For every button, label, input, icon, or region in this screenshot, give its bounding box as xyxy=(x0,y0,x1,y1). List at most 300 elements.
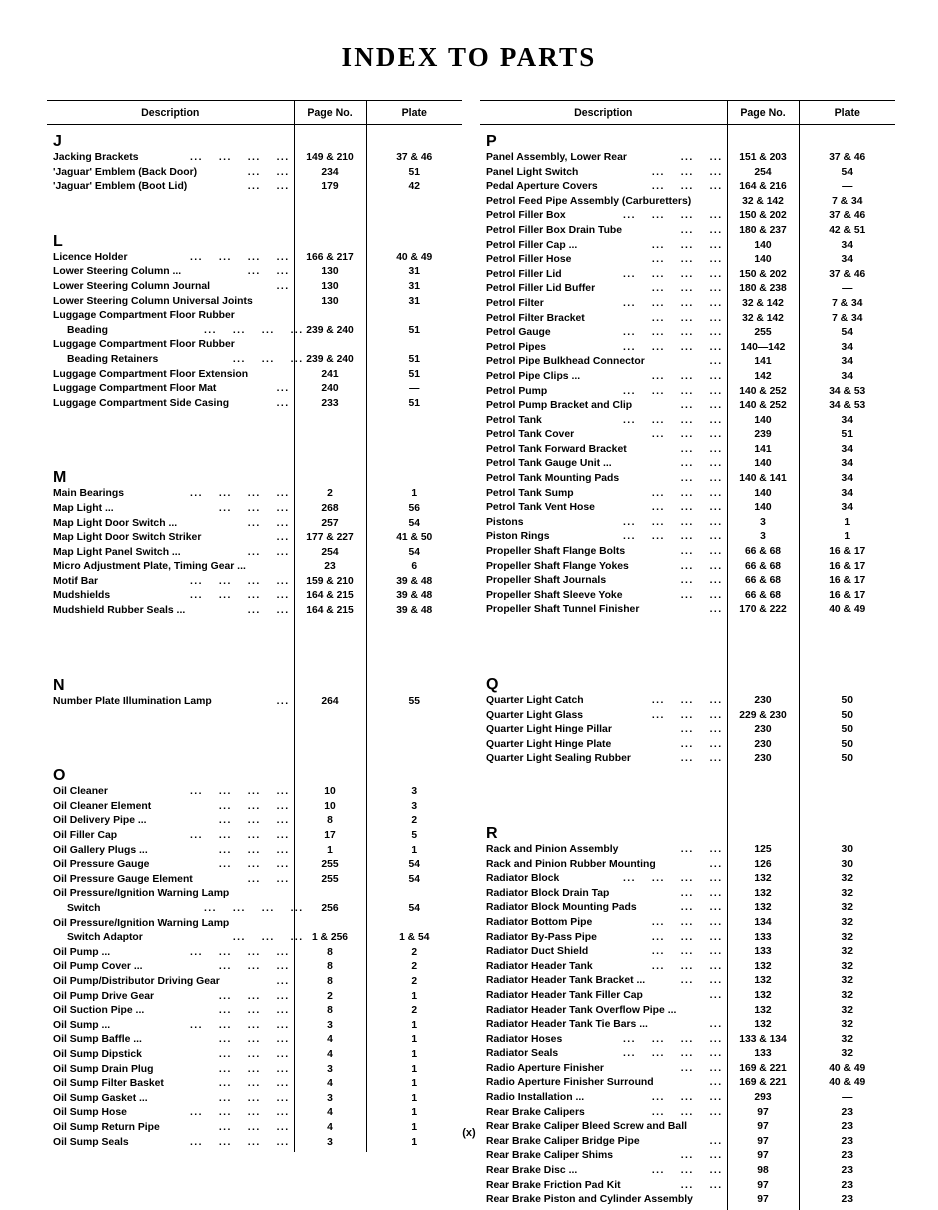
section-letter-o xyxy=(47,759,462,785)
entry-description: Lower Steering Column Journal xyxy=(53,280,211,292)
entry-description: Lower Steering Column Universal Joints xyxy=(53,295,253,307)
entry-page-no: 254 xyxy=(727,166,799,181)
entry-plate: 34 xyxy=(799,253,895,268)
entry-plate: 31 xyxy=(366,295,462,310)
index-row xyxy=(47,295,462,310)
entry-page-no: 3 xyxy=(294,1136,366,1151)
entry-page-no: 23 xyxy=(294,560,366,575)
entry-description: Pedal Aperture Covers xyxy=(486,181,598,193)
entry-description: Radio Aperture Finisher Surround xyxy=(486,1077,654,1089)
entry-plate: 3 xyxy=(366,800,462,815)
entry-page-no: 140 & 252 xyxy=(727,399,799,414)
entry-description: Radiator Duct Shield xyxy=(486,946,589,958)
leader-dots: ... ... xyxy=(247,517,290,529)
entry-plate: 31 xyxy=(366,280,462,295)
entry-page-no: 240 xyxy=(294,382,366,397)
entry-description: Petrol Filler Lid Buffer xyxy=(486,283,596,295)
entry-description: Switch xyxy=(67,903,101,914)
entry-plate: 32 xyxy=(799,1047,895,1062)
entry-page-no: 2 xyxy=(294,990,366,1005)
entry-description: Radiator Seals xyxy=(486,1048,559,1060)
leader-dots: ... ... ... xyxy=(218,1063,290,1075)
entry-plate: 32 xyxy=(799,887,895,902)
leader-dots: ... xyxy=(276,280,290,292)
entry-plate: 55 xyxy=(366,695,462,710)
entry-plate: 39 & 48 xyxy=(366,575,462,590)
leader-dots: ... ... ... ... xyxy=(190,946,290,958)
table-header-left xyxy=(47,101,462,125)
leader-dots: ... xyxy=(276,532,290,544)
entry-page-no: 132 xyxy=(727,872,799,887)
entry-description: Lower Steering Column ... xyxy=(53,266,182,278)
leader-dots: ... xyxy=(709,356,723,368)
entry-description: Oil Pressure Gauge Element xyxy=(53,873,193,885)
entry-page-no: 254 xyxy=(294,546,366,561)
entry-plate xyxy=(366,309,462,324)
entry-description: Rack and Pinion Rubber Mounting xyxy=(486,858,656,870)
entry-plate: 32 xyxy=(799,916,895,931)
section-letter-m xyxy=(47,461,462,487)
entry-plate xyxy=(366,917,462,932)
entry-page-no: 132 xyxy=(727,974,799,989)
entry-page-no: 293 xyxy=(727,1091,799,1106)
entry-description: Jacking Brackets xyxy=(53,152,139,163)
entry-plate: — xyxy=(799,180,895,195)
index-row xyxy=(47,844,462,859)
entry-description: Mudshield Rubber Seals ... xyxy=(53,605,186,617)
section-letter-p xyxy=(480,125,895,152)
entry-description: Radiator Header Tank Tie Bars ... xyxy=(486,1019,648,1031)
entry-plate: 50 xyxy=(799,709,895,724)
entry-description: Propeller Shaft Journals xyxy=(486,575,607,587)
leader-dots: ... ... ... xyxy=(218,815,290,827)
entry-plate: 32 xyxy=(799,1033,895,1048)
leader-dots: ... ... ... xyxy=(218,859,290,871)
section-letter-label: Q xyxy=(486,676,499,693)
leader-dots: ... ... xyxy=(247,181,290,193)
entry-description: Rear Brake Caliper Shims xyxy=(486,1150,614,1162)
entry-plate: 40 & 49 xyxy=(799,1062,895,1077)
entry-page-no: 4 xyxy=(294,1033,366,1048)
entry-plate: 51 xyxy=(366,353,462,368)
entry-plate: 16 & 17 xyxy=(799,589,895,604)
index-row xyxy=(480,209,895,224)
index-row xyxy=(47,1019,462,1034)
entry-plate: 7 & 34 xyxy=(799,297,895,312)
leader-dots: ... ... ... xyxy=(651,283,723,295)
entry-description: Luggage Compartment Side Casing xyxy=(53,397,230,409)
leader-dots: ... ... ... xyxy=(651,254,723,266)
leader-dots: ... xyxy=(709,989,723,1001)
entry-plate: 23 xyxy=(799,1179,895,1194)
leader-dots: ... ... ... xyxy=(651,946,723,958)
index-row xyxy=(480,501,895,516)
leader-dots: ... ... xyxy=(680,152,723,163)
index-row xyxy=(47,353,462,368)
index-row xyxy=(480,1106,895,1121)
entry-description: Radio Aperture Finisher xyxy=(486,1062,604,1074)
entry-plate: 23 xyxy=(799,1106,895,1121)
leader-dots: ... ... ... ... xyxy=(623,1048,723,1060)
entry-page-no: 264 xyxy=(294,695,366,710)
index-row xyxy=(47,931,462,946)
entry-page-no: 130 xyxy=(294,265,366,280)
index-row xyxy=(47,902,462,917)
entry-page-no: 230 xyxy=(727,723,799,738)
entry-page-no: 169 & 221 xyxy=(727,1062,799,1077)
index-row xyxy=(47,917,462,932)
entry-plate: 1 xyxy=(366,1048,462,1063)
index-row xyxy=(480,1033,895,1048)
entry-page-no: 66 & 68 xyxy=(727,589,799,604)
index-row xyxy=(47,829,462,844)
entry-plate: 40 & 49 xyxy=(366,251,462,266)
entry-description: Radio Installation ... xyxy=(486,1092,585,1104)
entry-description: Map Light ... xyxy=(53,502,114,514)
section-spacer xyxy=(480,767,895,817)
leader-dots: ... ... ... xyxy=(651,916,723,928)
entry-plate: 54 xyxy=(799,326,895,341)
entry-page-no: 169 & 221 xyxy=(727,1076,799,1091)
entry-page-no: 3 xyxy=(294,1019,366,1034)
entry-description: Propeller Shaft Flange Yokes xyxy=(486,560,629,572)
entry-plate: 32 xyxy=(799,901,895,916)
index-row xyxy=(480,341,895,356)
entry-page-no: 126 xyxy=(727,858,799,873)
leader-dots: ... xyxy=(276,397,290,409)
entry-description: Oil Cleaner xyxy=(53,786,108,798)
entry-page-no: 66 & 68 xyxy=(727,574,799,589)
index-row xyxy=(480,945,895,960)
entry-description: Oil Suction Pipe ... xyxy=(53,1005,145,1017)
leader-dots: ... xyxy=(276,975,290,987)
leader-dots: ... ... ... xyxy=(651,931,723,943)
entry-plate: 37 & 46 xyxy=(366,151,462,166)
column-header-plate: Plate xyxy=(799,101,895,125)
index-row xyxy=(47,546,462,561)
leader-dots: ... ... xyxy=(680,902,723,914)
entry-plate: 1 xyxy=(799,530,895,545)
entry-page-no: 230 xyxy=(727,694,799,709)
entry-page-no: 140 xyxy=(727,253,799,268)
entry-plate: 32 xyxy=(799,931,895,946)
index-row xyxy=(480,224,895,239)
entry-page-no: 239 xyxy=(727,428,799,443)
entry-page-no: 140—142 xyxy=(727,341,799,356)
entry-plate: 23 xyxy=(799,1193,895,1208)
entry-description: Petrol Tank Gauge Unit ... xyxy=(486,458,612,470)
entry-description: Oil Gallery Plugs ... xyxy=(53,844,148,856)
entry-plate: 16 & 17 xyxy=(799,545,895,560)
table-closer xyxy=(47,1150,462,1152)
entry-plate: 41 & 50 xyxy=(366,531,462,546)
leader-dots: ... ... ... ... xyxy=(204,903,304,914)
entry-plate: 39 & 48 xyxy=(366,589,462,604)
entry-plate: 3 xyxy=(366,785,462,800)
entry-plate: 16 & 17 xyxy=(799,574,895,589)
leader-dots: ... xyxy=(709,1077,723,1089)
index-row xyxy=(480,297,895,312)
entry-page-no: 97 xyxy=(727,1120,799,1135)
entry-description: 'Jaguar' Emblem (Back Door) xyxy=(53,166,198,178)
section-letter-r xyxy=(480,817,895,843)
index-row xyxy=(47,309,462,324)
entry-page-no: 180 & 237 xyxy=(727,224,799,239)
entry-description: Petrol Filler Lid xyxy=(486,268,562,280)
index-row xyxy=(47,487,462,502)
section-spacer xyxy=(47,619,462,669)
index-row xyxy=(47,785,462,800)
leader-dots: ... ... xyxy=(680,546,723,558)
index-row xyxy=(47,990,462,1005)
entry-plate: 1 xyxy=(366,1063,462,1078)
entry-description: Panel Light Switch xyxy=(486,166,579,178)
entry-page-no: 134 xyxy=(727,916,799,931)
entry-description: Pistons xyxy=(486,516,524,528)
entry-description: Main Bearings xyxy=(53,488,125,500)
entry-page-no: 125 xyxy=(727,843,799,858)
entry-plate: 32 xyxy=(799,989,895,1004)
entry-plate: 30 xyxy=(799,858,895,873)
entry-page-no: 8 xyxy=(294,1004,366,1019)
entry-page-no: 164 & 215 xyxy=(294,604,366,619)
section-letter-q xyxy=(480,668,895,694)
entry-page-no: 150 & 202 xyxy=(727,209,799,224)
entry-page-no: 166 & 217 xyxy=(294,251,366,266)
entry-description: Petrol Tank xyxy=(486,414,542,426)
entry-description: Radiator Block Mounting Pads xyxy=(486,902,637,914)
entry-plate: 1 xyxy=(366,844,462,859)
entry-description: Oil Sump Filter Basket xyxy=(53,1078,164,1090)
entry-page-no: 255 xyxy=(294,873,366,888)
section-letter-label: J xyxy=(53,133,62,150)
index-row xyxy=(47,604,462,619)
index-row xyxy=(480,268,895,283)
table-body-left xyxy=(47,125,462,1153)
leader-dots: ... ... ... xyxy=(651,502,723,514)
column-header-page-no: Page No. xyxy=(727,101,799,125)
entry-plate: 34 xyxy=(799,355,895,370)
entry-description: Petrol Filter Bracket xyxy=(486,312,585,324)
section-letter-j xyxy=(47,125,462,152)
entry-plate: 34 xyxy=(799,239,895,254)
section-spacer xyxy=(47,411,462,461)
index-row xyxy=(480,151,895,166)
entry-description: Petrol Tank Mounting Pads xyxy=(486,473,620,485)
entry-description: Petrol Filler Box xyxy=(486,210,566,222)
index-row xyxy=(47,531,462,546)
leader-dots: ... ... ... xyxy=(218,1048,290,1060)
entry-description: Propeller Shaft Flange Bolts xyxy=(486,546,626,558)
entry-page-no: 132 xyxy=(727,960,799,975)
leader-dots: ... ... ... ... xyxy=(190,1019,290,1031)
entry-page-no: 268 xyxy=(294,502,366,517)
index-row xyxy=(480,399,895,414)
leader-dots: ... ... ... ... xyxy=(190,575,290,587)
leader-dots: ... ... ... ... xyxy=(623,516,723,528)
entry-description: Quarter Light Sealing Rubber xyxy=(486,753,631,765)
index-row xyxy=(47,1063,462,1078)
leader-dots: ... xyxy=(276,695,290,707)
leader-dots: ... ... xyxy=(680,224,723,236)
entry-page-no: 4 xyxy=(294,1077,366,1092)
index-row xyxy=(47,166,462,181)
index-row xyxy=(480,443,895,458)
index-row xyxy=(47,324,462,339)
leader-dots: ... ... ... xyxy=(651,166,723,178)
leader-dots: ... ... ... xyxy=(651,709,723,721)
entry-plate: 1 xyxy=(366,1077,462,1092)
entry-description: Radiator Hoses xyxy=(486,1033,563,1045)
entry-page-no: 66 & 68 xyxy=(727,560,799,575)
index-row xyxy=(480,326,895,341)
entry-description: Radiator Header Tank Bracket ... xyxy=(486,975,646,987)
leader-dots: ... ... ... ... xyxy=(623,210,723,222)
entry-page-no: 8 xyxy=(294,975,366,990)
leader-dots: ... ... ... xyxy=(218,1034,290,1046)
entry-description: Oil Sump Return Pipe xyxy=(53,1121,160,1133)
entry-plate: 2 xyxy=(366,946,462,961)
leader-dots: ... ... ... xyxy=(232,353,304,365)
leader-dots: ... ... xyxy=(680,887,723,899)
entry-description: Petrol Pump xyxy=(486,385,548,397)
index-row xyxy=(480,1062,895,1077)
entry-page-no: 229 & 230 xyxy=(727,709,799,724)
index-row xyxy=(480,428,895,443)
entry-description: Oil Pressure/Ignition Warning Lamp xyxy=(53,888,230,900)
entry-plate: 2 xyxy=(366,814,462,829)
entry-page-no: 3 xyxy=(727,530,799,545)
entry-plate: 54 xyxy=(366,873,462,888)
index-row xyxy=(47,695,462,710)
index-row xyxy=(480,858,895,873)
entry-description: Oil Filler Cap xyxy=(53,830,118,842)
index-row xyxy=(47,1106,462,1121)
index-row xyxy=(47,1048,462,1063)
entry-plate: — xyxy=(799,1091,895,1106)
entry-page-no: 130 xyxy=(294,295,366,310)
entry-description: Oil Sump Gasket ... xyxy=(53,1092,148,1104)
entry-description: Radiator Block xyxy=(486,873,560,885)
entry-description: Oil Delivery Pipe ... xyxy=(53,815,147,827)
index-row xyxy=(47,517,462,532)
index-row xyxy=(47,397,462,412)
entry-plate: 51 xyxy=(366,324,462,339)
leader-dots: ... ... ... ... xyxy=(190,830,290,842)
index-row xyxy=(480,166,895,181)
leader-dots: ... ... ... ... xyxy=(190,1107,290,1119)
index-row xyxy=(480,355,895,370)
entry-plate: 1 xyxy=(366,1092,462,1107)
leader-dots: ... ... ... xyxy=(218,1005,290,1017)
leader-dots: ... ... xyxy=(680,843,723,855)
index-row xyxy=(47,858,462,873)
section-letter-label: N xyxy=(53,676,65,694)
leader-dots: ... ... ... xyxy=(218,1092,290,1104)
entry-description: Petrol Pump Bracket and Clip xyxy=(486,400,633,412)
entry-page-no: 3 xyxy=(727,516,799,531)
entry-plate: 51 xyxy=(366,368,462,383)
index-row xyxy=(480,1091,895,1106)
entry-description: Rear Brake Calipers xyxy=(486,1106,585,1118)
entry-plate: 42 xyxy=(366,180,462,195)
entry-description: Radiator Block Drain Tap xyxy=(486,887,610,899)
entry-plate: 7 & 34 xyxy=(799,195,895,210)
entry-description: Luggage Compartment Floor Mat xyxy=(53,383,217,395)
entry-page-no: 170 & 222 xyxy=(727,603,799,618)
entry-plate: 31 xyxy=(366,265,462,280)
leader-dots: ... ... ... ... xyxy=(623,327,723,339)
index-row xyxy=(480,282,895,297)
index-row xyxy=(47,1033,462,1048)
leader-dots: ... ... ... xyxy=(651,312,723,324)
index-row xyxy=(480,516,895,531)
entry-plate: 1 xyxy=(366,1106,462,1121)
entry-page-no: 141 xyxy=(727,443,799,458)
entry-page-no: 132 xyxy=(727,1018,799,1033)
entry-plate: 56 xyxy=(366,502,462,517)
entry-description: Rack and Pinion Assembly xyxy=(486,843,619,855)
entry-page-no: 133 xyxy=(727,1047,799,1062)
leader-dots: ... ... ... ... xyxy=(623,873,723,885)
table-header-right xyxy=(480,101,895,125)
entry-plate: 50 xyxy=(799,752,895,767)
entry-page-no: 133 & 134 xyxy=(727,1033,799,1048)
index-row xyxy=(480,974,895,989)
index-row xyxy=(47,800,462,815)
entry-plate: 23 xyxy=(799,1164,895,1179)
leader-dots: ... ... xyxy=(247,266,290,278)
entry-description: Propeller Shaft Sleeve Yoke xyxy=(486,589,623,601)
entry-plate: 32 xyxy=(799,1018,895,1033)
entry-plate: 1 xyxy=(366,487,462,502)
leader-dots: ... ... xyxy=(680,458,723,470)
entry-description: Petrol Pipe Bulkhead Connector xyxy=(486,356,645,368)
leader-dots: ... ... xyxy=(680,724,723,736)
leader-dots: ... ... ... xyxy=(218,502,290,514)
entry-page-no: 97 xyxy=(727,1135,799,1150)
entry-plate: 40 & 49 xyxy=(799,603,895,618)
entry-description: Quarter Light Hinge Pillar xyxy=(486,724,612,736)
leader-dots: ... ... ... xyxy=(651,370,723,382)
entry-description: Motif Bar xyxy=(53,575,99,587)
entry-description: Petrol Tank Vent Hose xyxy=(486,502,595,514)
entry-plate: 23 xyxy=(799,1120,895,1135)
section-letter-l xyxy=(47,225,462,251)
entry-plate: 42 & 51 xyxy=(799,224,895,239)
index-row xyxy=(47,382,462,397)
index-row xyxy=(480,487,895,502)
index-row xyxy=(480,370,895,385)
entry-plate: 32 xyxy=(799,960,895,975)
index-row xyxy=(480,694,895,709)
leader-dots: ... xyxy=(709,1019,723,1031)
index-row xyxy=(480,1193,895,1208)
leader-dots: ... ... ... ... xyxy=(190,152,290,163)
index-row xyxy=(47,887,462,902)
leader-dots: ... ... ... xyxy=(651,487,723,499)
entry-page-no: 3 xyxy=(294,1063,366,1078)
entry-description: Oil Pump Drive Gear xyxy=(53,990,155,1002)
entry-page-no: 132 xyxy=(727,989,799,1004)
index-row xyxy=(480,723,895,738)
entry-page-no: 97 xyxy=(727,1149,799,1164)
leader-dots: ... ... xyxy=(680,560,723,572)
entry-description: Panel Assembly, Lower Rear xyxy=(486,152,627,163)
entry-plate: 34 & 53 xyxy=(799,385,895,400)
entry-description: Propeller Shaft Tunnel Finisher xyxy=(486,604,640,616)
entry-description: Oil Pressure Gauge xyxy=(53,859,150,871)
